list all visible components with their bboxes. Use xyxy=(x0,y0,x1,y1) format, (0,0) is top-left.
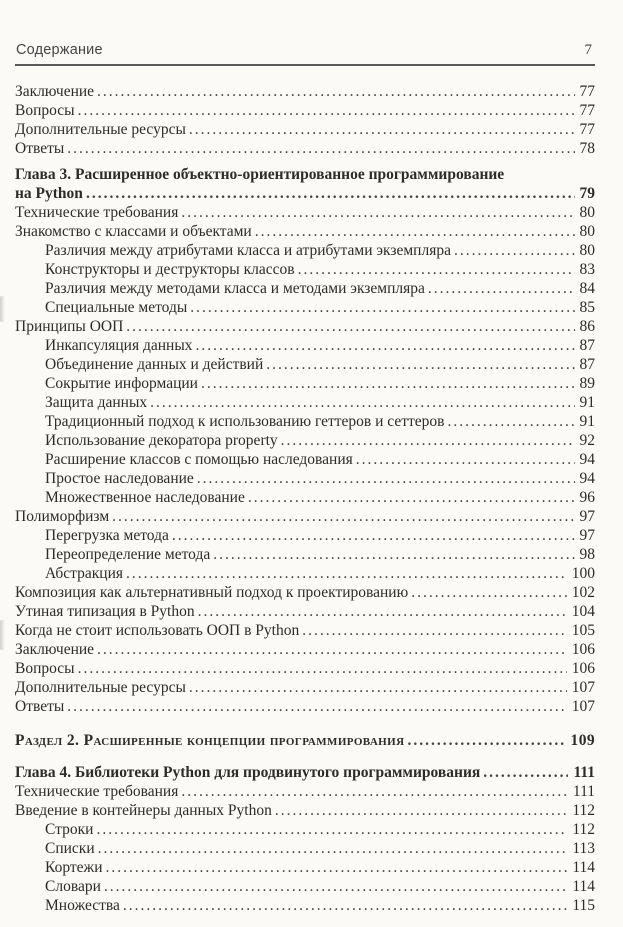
toc-entry-title: Простое наследование xyxy=(45,470,194,487)
toc-entry-title: Множественное наследование xyxy=(45,489,245,506)
toc-entry-page: 84 xyxy=(579,280,595,297)
toc-leader-dots xyxy=(97,82,574,101)
toc-leader-dots xyxy=(96,820,567,839)
toc-leader-dots xyxy=(67,697,566,716)
toc-leader-dots xyxy=(281,431,575,450)
toc-leader-dots xyxy=(197,469,575,488)
toc-entry xyxy=(15,583,595,602)
header-page-number: 7 xyxy=(584,42,592,58)
toc-leader-dots xyxy=(150,393,574,412)
toc-entry-title: Заключение xyxy=(15,83,95,100)
toc-entry-page: 87 xyxy=(579,356,595,373)
toc-entry xyxy=(15,839,595,858)
toc-entry-page: 97 xyxy=(579,527,595,544)
toc-entry-page: 77 xyxy=(579,121,595,138)
toc-leader-dots xyxy=(67,139,574,158)
toc-entry-title: Вопросы xyxy=(15,102,75,119)
toc-entry-page: 94 xyxy=(579,451,595,468)
toc-entry-page: 91 xyxy=(579,394,595,411)
toc-entry-page: 91 xyxy=(579,413,595,430)
toc-entry-title: Расширение классов с помощью наследования xyxy=(45,451,353,468)
toc-entry-title: Словари xyxy=(45,878,101,895)
toc-leader-dots xyxy=(302,621,567,640)
toc-leader-dots xyxy=(454,241,575,260)
toc-entry-title: Ответы xyxy=(15,140,65,157)
toc-entry-page: 112 xyxy=(572,802,595,819)
toc-leader-dots xyxy=(356,450,575,469)
toc-entry-title: Сокрытие информации xyxy=(45,375,198,392)
toc-entry xyxy=(15,526,595,545)
toc-list xyxy=(15,82,595,915)
toc-entry-page: 114 xyxy=(572,859,595,876)
toc-entry xyxy=(15,564,595,583)
toc-entry-title: Переопределение метода xyxy=(45,546,211,563)
toc-entry-title: Глава 3. Расширенное объектно-ориентированное программирование xyxy=(15,166,505,183)
toc-entry xyxy=(15,120,595,139)
toc-leader-dots xyxy=(411,583,567,602)
toc-entry xyxy=(15,222,595,241)
toc-entry xyxy=(15,431,595,450)
toc-entry-page: 80 xyxy=(579,223,595,240)
toc-entry-page: 114 xyxy=(572,878,595,895)
toc-entry-page: 80 xyxy=(579,204,595,221)
toc-entry-page: 102 xyxy=(571,584,595,601)
toc-leader-dots xyxy=(428,279,575,298)
toc-entry xyxy=(15,763,595,782)
toc-entry-page: 77 xyxy=(579,102,595,119)
toc-entry-title: Традиционный подход к использованию геттеров и сеттеров xyxy=(45,413,445,430)
toc-entry-page: 107 xyxy=(571,679,595,696)
toc-entry-title: Перегрузка метода xyxy=(45,527,169,544)
toc-entry xyxy=(15,374,595,393)
toc-entry-title: Абстракция xyxy=(45,565,124,582)
toc-entry-page: 79 xyxy=(579,185,595,202)
toc-entry-page: 97 xyxy=(579,508,595,525)
toc-entry xyxy=(15,165,595,184)
toc-leader-dots xyxy=(483,763,568,782)
toc-entry xyxy=(15,602,595,621)
toc-leader-dots xyxy=(78,101,575,120)
toc-entry-page: 94 xyxy=(579,470,595,487)
toc-entry-title: Введение в контейнеры данных Python xyxy=(15,802,272,819)
toc-entry-title: Технические требования xyxy=(15,783,179,800)
toc-entry-title: Принципы ООП xyxy=(15,318,124,335)
toc-entry-page: 100 xyxy=(571,565,595,582)
toc-entry-title: Строки xyxy=(45,821,94,838)
toc-entry xyxy=(15,697,595,716)
toc-leader-dots xyxy=(78,659,567,678)
toc-entry-title: Дополнительные ресурсы xyxy=(15,121,186,138)
toc-entry xyxy=(15,450,595,469)
toc-leader-dots xyxy=(198,602,567,621)
toc-entry xyxy=(15,355,595,374)
toc-entry xyxy=(15,545,595,564)
toc-leader-dots xyxy=(181,782,568,801)
toc-entry-title: Знакомство с классами и объектами xyxy=(15,223,252,240)
toc-leader-dots xyxy=(126,317,574,336)
toc-leader-dots xyxy=(255,222,575,241)
running-header xyxy=(15,42,595,66)
toc-entry xyxy=(15,393,595,412)
toc-entry-title: Ответы xyxy=(15,698,65,715)
toc-leader-dots xyxy=(86,184,575,203)
toc-leader-dots xyxy=(190,298,574,317)
toc-entry-page: 85 xyxy=(579,299,595,316)
toc-entry xyxy=(15,298,595,317)
toc-entry-title: Глава 4. Библиотеки Python для продвинутого программирования xyxy=(15,764,481,781)
toc-entry-title: Заключение xyxy=(15,641,95,658)
toc-entry-title: Конструкторы и деструкторы классов xyxy=(45,261,295,278)
toc-entry-title: Вопросы xyxy=(15,660,75,677)
toc-entry-title: Дополнительные ресурсы xyxy=(15,679,186,696)
toc-entry-title: Специальные методы xyxy=(45,299,188,316)
toc-entry xyxy=(15,659,595,678)
toc-entry-page: 80 xyxy=(579,242,595,259)
toc-entry xyxy=(15,469,595,488)
toc-entry xyxy=(15,184,595,203)
toc-entry-page: 111 xyxy=(573,764,595,781)
toc-entry-page: 77 xyxy=(579,83,595,100)
toc-entry-title: на Python xyxy=(15,185,83,202)
toc-leader-dots xyxy=(266,355,574,374)
toc-entry-page: 109 xyxy=(570,732,595,749)
toc-entry xyxy=(15,621,595,640)
toc-entry-page: 89 xyxy=(579,375,595,392)
toc-leader-dots xyxy=(106,858,568,877)
toc-entry xyxy=(15,877,595,896)
toc-entry xyxy=(15,101,595,120)
toc-entry-title: Технические требования xyxy=(15,204,179,221)
header-title: Содержание xyxy=(16,42,103,58)
toc-entry-page: 111 xyxy=(572,783,595,800)
toc-entry xyxy=(15,279,595,298)
toc-leader-dots xyxy=(172,526,575,545)
toc-entry-title: Различия между методами класса и методами экземпляра xyxy=(45,280,425,297)
toc-entry xyxy=(15,801,595,820)
toc-entry xyxy=(15,858,595,877)
toc-entry-title: Полиморфизм xyxy=(15,508,110,525)
toc-leader-dots xyxy=(195,336,574,355)
toc-entry-title: Утиная типизация в Python xyxy=(15,603,195,620)
toc-entry-title: Защита данных xyxy=(45,394,148,411)
toc-leader-dots xyxy=(123,896,567,915)
toc-entry xyxy=(15,731,595,750)
scan-artifact xyxy=(0,296,5,322)
toc-entry xyxy=(15,139,595,158)
toc-leader-dots xyxy=(275,801,567,820)
toc-entry xyxy=(15,260,595,279)
toc-entry-page: 104 xyxy=(571,603,595,620)
toc-entry-page: 78 xyxy=(579,140,595,157)
toc-leader-dots xyxy=(97,640,567,659)
toc-entry-page: 98 xyxy=(579,546,595,563)
toc-leader-dots xyxy=(126,564,567,583)
toc-entry-title: Композиция как альтернативный подход к проектированию xyxy=(15,584,409,601)
toc-entry-page: 106 xyxy=(571,641,595,658)
toc-leader-dots xyxy=(98,839,568,858)
toc-entry-page: 87 xyxy=(579,337,595,354)
toc-entry xyxy=(15,488,595,507)
toc-entry xyxy=(15,241,595,260)
toc-entry xyxy=(15,317,595,336)
toc-entry-page: 86 xyxy=(579,318,595,335)
toc-entry xyxy=(15,640,595,659)
toc-entry-title: Когда не стоит использовать ООП в Python xyxy=(15,622,300,639)
toc-entry xyxy=(15,82,595,101)
toc-leader-dots xyxy=(248,488,575,507)
toc-leader-dots xyxy=(189,678,567,697)
toc-leader-dots xyxy=(112,507,574,526)
toc-leader-dots xyxy=(407,731,565,750)
scan-artifact xyxy=(0,620,5,650)
toc-entry-page: 105 xyxy=(571,622,595,639)
toc-leader-dots xyxy=(213,545,574,564)
toc-entry xyxy=(15,782,595,801)
toc-leader-dots xyxy=(181,203,574,222)
toc-entry xyxy=(15,896,595,915)
toc-entry-title: Кортежи xyxy=(45,859,103,876)
toc-entry-page: 112 xyxy=(572,821,595,838)
toc-entry-title: Объединение данных и действий xyxy=(45,356,264,373)
toc-entry-title: Различия между атрибутами класса и атрибутами экземпляра xyxy=(45,242,451,259)
toc-entry-title: Использование декоратора property xyxy=(45,432,278,449)
toc-leader-dots xyxy=(201,374,575,393)
toc-entry-page: 106 xyxy=(571,660,595,677)
toc-entry-page: 113 xyxy=(572,840,595,857)
toc-entry-page: 96 xyxy=(579,489,595,506)
toc-entry-page: 115 xyxy=(572,897,595,914)
toc-entry xyxy=(15,678,595,697)
toc-leader-dots xyxy=(104,877,567,896)
toc-entry-page: 107 xyxy=(571,698,595,715)
toc-entry-title: Инкапсуляция данных xyxy=(45,337,193,354)
toc-entry xyxy=(15,203,595,222)
toc-entry xyxy=(15,336,595,355)
toc-entry-title: Списки xyxy=(45,840,95,857)
toc-leader-dots xyxy=(447,412,574,431)
toc-entry xyxy=(15,507,595,526)
toc-entry-page: 83 xyxy=(579,261,595,278)
toc-leader-dots xyxy=(189,120,575,139)
toc-entry-page: 92 xyxy=(579,432,595,449)
toc-entry-title: Множества xyxy=(45,897,120,914)
toc-leader-dots xyxy=(298,260,575,279)
toc-entry xyxy=(15,412,595,431)
toc-entry-title: Раздел 2. Расширенные концепции программирования xyxy=(15,732,405,749)
toc-entry xyxy=(15,820,595,839)
